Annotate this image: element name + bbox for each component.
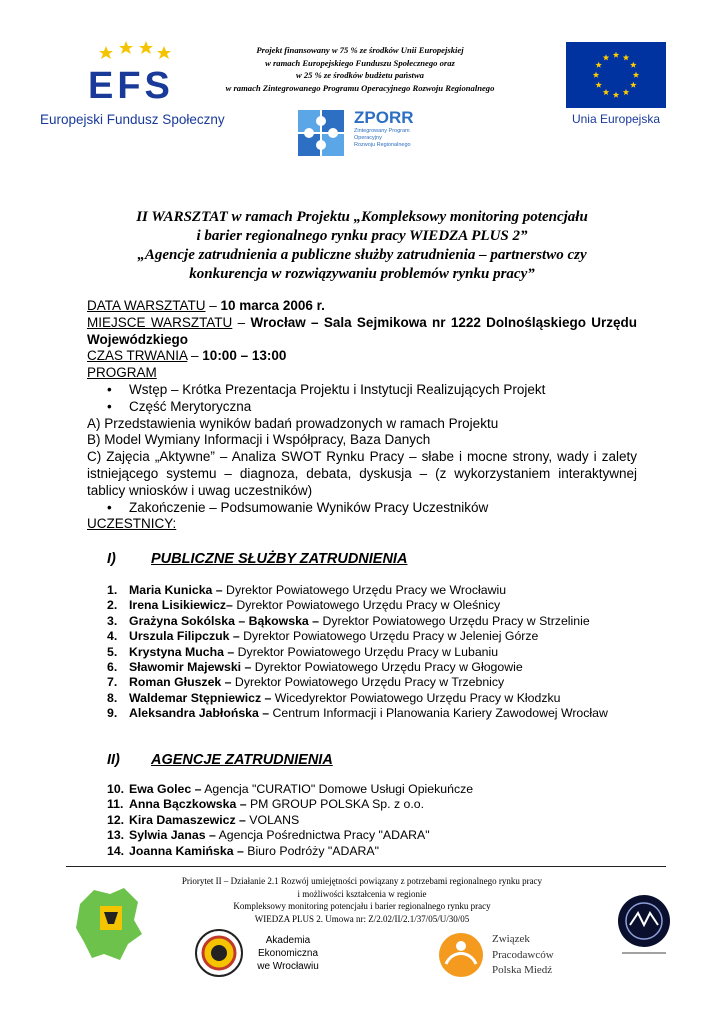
participant-name: Urszula Filipczuk – [129, 629, 240, 644]
participant-entry [129, 844, 647, 859]
participant-role: Dyrektor Powiatowego Urzędu Pracy we Wrocławiu [222, 583, 507, 597]
participant-item [107, 706, 647, 721]
title-line: II WARSZTAT w ramach Projektu „Kompleksowy monitoring potencjału [136, 209, 588, 225]
time-label: CZAS TRWANIA [87, 348, 188, 364]
participant-entry [129, 614, 647, 629]
participant-name: Maria Kunicka – [129, 583, 223, 597]
participant-entry [129, 691, 647, 706]
section-title: PUBLICZNE SŁUŻBY ZATRUDNIENIA [151, 551, 408, 567]
participant-number: 13. [107, 828, 125, 843]
program-bullet [87, 382, 637, 399]
participant-entry [129, 645, 647, 660]
eu-star-icon [603, 89, 609, 95]
title-line: „Agencje zatrudnienia a publiczne służby zatrudnienia – partnerstwo czy [137, 247, 587, 263]
eu-caption: Unia Europejska [571, 112, 661, 126]
program-item-c: C) Zajęcia „Aktywne” – Analiza SWOT Rynku Pracy – słabe i mocne strony, wady i zalety istniejącego systemu – diagnoza, debata, dyskusja – (z wykorzystaniem interaktywnej tablicy wniosków i uwag uczestników) [87, 449, 637, 498]
zporr-logo [296, 108, 431, 158]
eu-star-icon [633, 72, 639, 78]
participant-entry [129, 813, 647, 828]
participant-item [107, 813, 647, 828]
participant-item [107, 598, 647, 613]
participant-entry [129, 828, 647, 843]
participant-number: 12. [107, 812, 125, 827]
participant-name: Sławomir Majewski – [129, 660, 252, 675]
participant-number: 4. [107, 629, 118, 644]
participant-number: 5. [107, 644, 118, 659]
zp-caption-line: Związek [492, 933, 530, 945]
eu-star-icon [630, 82, 636, 88]
participant-list [107, 583, 647, 722]
participant-item [107, 782, 647, 797]
participant-number: 10. [107, 782, 125, 796]
participant-name: Aleksandra Jabłońska – [129, 706, 270, 721]
participant-number: 6. [107, 660, 118, 675]
participant-item [107, 660, 647, 675]
participant-role: Agencja Pośrednictwa Pracy "ADARA" [215, 828, 430, 843]
zporr-sub: Zintegrowany Program [354, 128, 410, 134]
participant-name: Sylwia Janas – [129, 828, 216, 843]
participant-role: VOLANS [245, 812, 300, 827]
zp-caption [492, 932, 602, 979]
title-line: konkurencja w rozwiązywaniu problemów rynku pracy” [189, 266, 535, 282]
participant-role: Biuro Podróży "ADARA" [243, 843, 379, 858]
footer-line: WIEDZA PLUS 2. Umowa nr: Z/2.02/II/2.1/37/05/U/30/05 [254, 913, 470, 924]
funding-line: w ramach Europejskiego Funduszu Społecznego oraz [265, 57, 455, 68]
ae-caption-line: Ekonomiczna [257, 948, 319, 959]
section-heading [107, 752, 333, 768]
time-value: 10:00 – 13:00 [202, 348, 287, 364]
zp-caption-line: Polska Miedź [492, 964, 553, 976]
participant-number: 14. [107, 843, 125, 858]
participant-name: Kira Damaszewicz – [129, 812, 246, 827]
lower-silesia-map-icon [74, 884, 146, 964]
participant-number: 1. [107, 583, 118, 597]
footer-divider [66, 866, 666, 867]
participant-name: Waldemar Stępniewicz – [129, 690, 272, 705]
time-row: CZAS TRWANIA – 10:00 – 13:00 [87, 348, 287, 364]
workshop-title [70, 208, 654, 284]
participant-number: 2. [107, 598, 118, 613]
participant-name: Joanna Kamińska – [129, 843, 244, 858]
participant-item [107, 583, 647, 598]
participant-name: Ewa Golec – [129, 782, 202, 796]
participant-number: 9. [107, 706, 118, 721]
participant-role: PM GROUP POLSKA Sp. z o.o. [246, 797, 425, 812]
participant-role: Dyrektor Powiatowego Urzędu Pracy w Głogowie [251, 660, 523, 675]
zp-logo [436, 930, 486, 985]
funding-line: Projekt finansowany w 75 % ze środków Unii Europejskiej [256, 45, 464, 55]
participant-entry [129, 706, 647, 721]
ae-caption-line: Akademia [265, 935, 311, 946]
ae-logo [194, 928, 244, 983]
asm-logo [616, 895, 672, 960]
program-label: PROGRAM [87, 365, 157, 381]
participant-item [107, 797, 647, 812]
eu-star-icon [595, 62, 601, 68]
funding-line: w 25 % ze środków budżetu państwa [296, 70, 424, 80]
section-title: AGENCJE ZATRUDNIENIA [151, 752, 333, 768]
workshop-details [87, 298, 637, 533]
participant-number: 8. [107, 690, 118, 705]
program-item-b: B) Model Wymiany Informacji i Współpracy, Baza Danych [87, 432, 431, 448]
participant-role: Dyrektor Powiatowego Urzędu Pracy w Trzebnicy [231, 675, 505, 690]
participant-entry [129, 598, 647, 613]
ae-caption-line: we Wrocławiu [257, 961, 319, 972]
funding-line: w ramach Zintegrowanego Programu Operacyjnego Rozwoju Regionalnego [225, 82, 495, 93]
bullet-text: Wstęp – Krótka Prezentacja Projektu i Instytucji Realizujących Projekt [129, 381, 546, 397]
eu-star-icon [630, 62, 636, 68]
eu-stars-icon [566, 42, 666, 108]
zp-caption-line: Pracodawców [492, 948, 554, 961]
bullet-icon: • [107, 381, 112, 397]
participant-item [107, 645, 647, 660]
zporr-name: ZPORR [354, 108, 414, 127]
participant-name: Krystyna Mucha – [129, 644, 235, 659]
section-heading [107, 551, 407, 567]
region-map-logo [74, 884, 146, 969]
eu-star-icon [623, 54, 629, 60]
date-row: DATA WARSZTATU – 10 marca 2006 r. [87, 298, 325, 313]
program-bullet [87, 399, 637, 416]
zporr-sub: Operacyjny [354, 135, 382, 141]
participant-entry [129, 660, 647, 675]
participant-role: Dyrektor Powiatowego Urzędu Pracy w Jeleniej Górze [239, 629, 539, 644]
zporr-sub: Rozwoju Regionalnego [354, 142, 411, 148]
participant-item [107, 844, 647, 859]
participant-name: Irena Lisikiewicz– [129, 598, 233, 613]
section-number: II) [107, 752, 120, 768]
participant-entry [129, 629, 647, 644]
place-label: MIEJSCE WARSZTATU [87, 314, 233, 330]
footer-line: Priorytet II – Działanie 2.1 Rozwój umiejętności powiązany z potrzebami regionalnego rynku pracy [181, 876, 543, 886]
eu-star-icon [623, 89, 629, 95]
efs-caption: Europejski Fundusz Społeczny [40, 112, 225, 127]
footer-note [140, 875, 584, 925]
footer-line: i możliwości kształcenia w regionie [297, 888, 427, 899]
place-row: MIEJSCE WARSZTATU – Wrocław – Sala Sejmikowa nr 1222 Dolnośląskiego Urzędu Wojewódzkiego [87, 314, 638, 347]
participant-name: Roman Głuszek – [129, 675, 232, 690]
ae-caption [248, 934, 328, 973]
date-label: DATA WARSZTATU [87, 298, 206, 313]
eu-star-icon [613, 52, 619, 58]
eu-star-icon [603, 54, 609, 60]
participant-list [107, 782, 647, 859]
zp-orange-circle-icon [436, 930, 486, 980]
participant-entry [129, 782, 647, 797]
participants-label: UCZESTNICY: [87, 516, 177, 532]
eu-flag [566, 42, 666, 108]
participant-item [107, 675, 647, 690]
participant-name: Grażyna Sokólska – Bąkowska – [129, 613, 320, 628]
program-item-a: A) Przedstawienia wyników badań prowadzonych w ramach Projektu [87, 415, 499, 431]
participant-item [107, 691, 647, 706]
program-bullet [87, 500, 637, 517]
participant-item [107, 629, 647, 644]
asm-emblem-icon [616, 895, 672, 955]
eu-star-icon [593, 72, 599, 78]
participant-role: Dyrektor Powiatowego Urzędu Pracy w Oleśnicy [232, 598, 501, 613]
funding-note [195, 44, 525, 94]
date-value: 10 marca 2006 r. [220, 298, 325, 313]
participant-number: 11. [107, 797, 124, 812]
participant-entry [129, 583, 647, 598]
bullet-text: Zakończenie – Podsumowanie Wyników Pracy Uczestników [129, 499, 489, 515]
place-value: Wrocław – Sala Sejmikowa nr 1222 Dolnośląskiego Urzędu Wojewódzkiego [87, 314, 638, 347]
eu-star-icon [613, 92, 619, 98]
participant-role: Wicedyrektor Powiatowego Urzędu Pracy w Kłodzku [271, 690, 561, 705]
participant-number: 3. [107, 613, 118, 628]
title-line: i barier regionalnego rynku pracy WIEDZA PLUS 2” [196, 228, 528, 244]
bullet-icon: • [107, 499, 112, 515]
eu-star-icon [595, 82, 601, 88]
participant-role: Dyrektor Powiatowego Urzędu Pracy w Strzelinie [319, 613, 590, 628]
footer-line: Kompleksowy monitoring potencjału i barier regionalnego rynku pracy [233, 901, 491, 911]
participant-role: Dyrektor Powiatowego Urzędu Pracy w Lubaniu [234, 644, 499, 659]
participant-entry [129, 797, 647, 812]
participant-item [107, 828, 647, 843]
participant-item [107, 614, 647, 629]
ae-seal-icon [194, 928, 244, 978]
participant-role: Centrum Informacji i Planowania Kariery Zawodowej Wrocław [269, 706, 608, 721]
participant-number: 7. [107, 675, 118, 690]
efs-logo-text: EFS [88, 65, 174, 107]
participant-role: Agencja "CURATIO" Domowe Usługi Opiekuńcze [201, 782, 474, 796]
participant-name: Anna Bączkowska – [129, 797, 247, 812]
section-number: I) [107, 551, 116, 567]
bullet-text: Część Merytoryczna [129, 398, 252, 414]
participant-entry [129, 675, 647, 690]
bullet-icon: • [107, 398, 112, 414]
